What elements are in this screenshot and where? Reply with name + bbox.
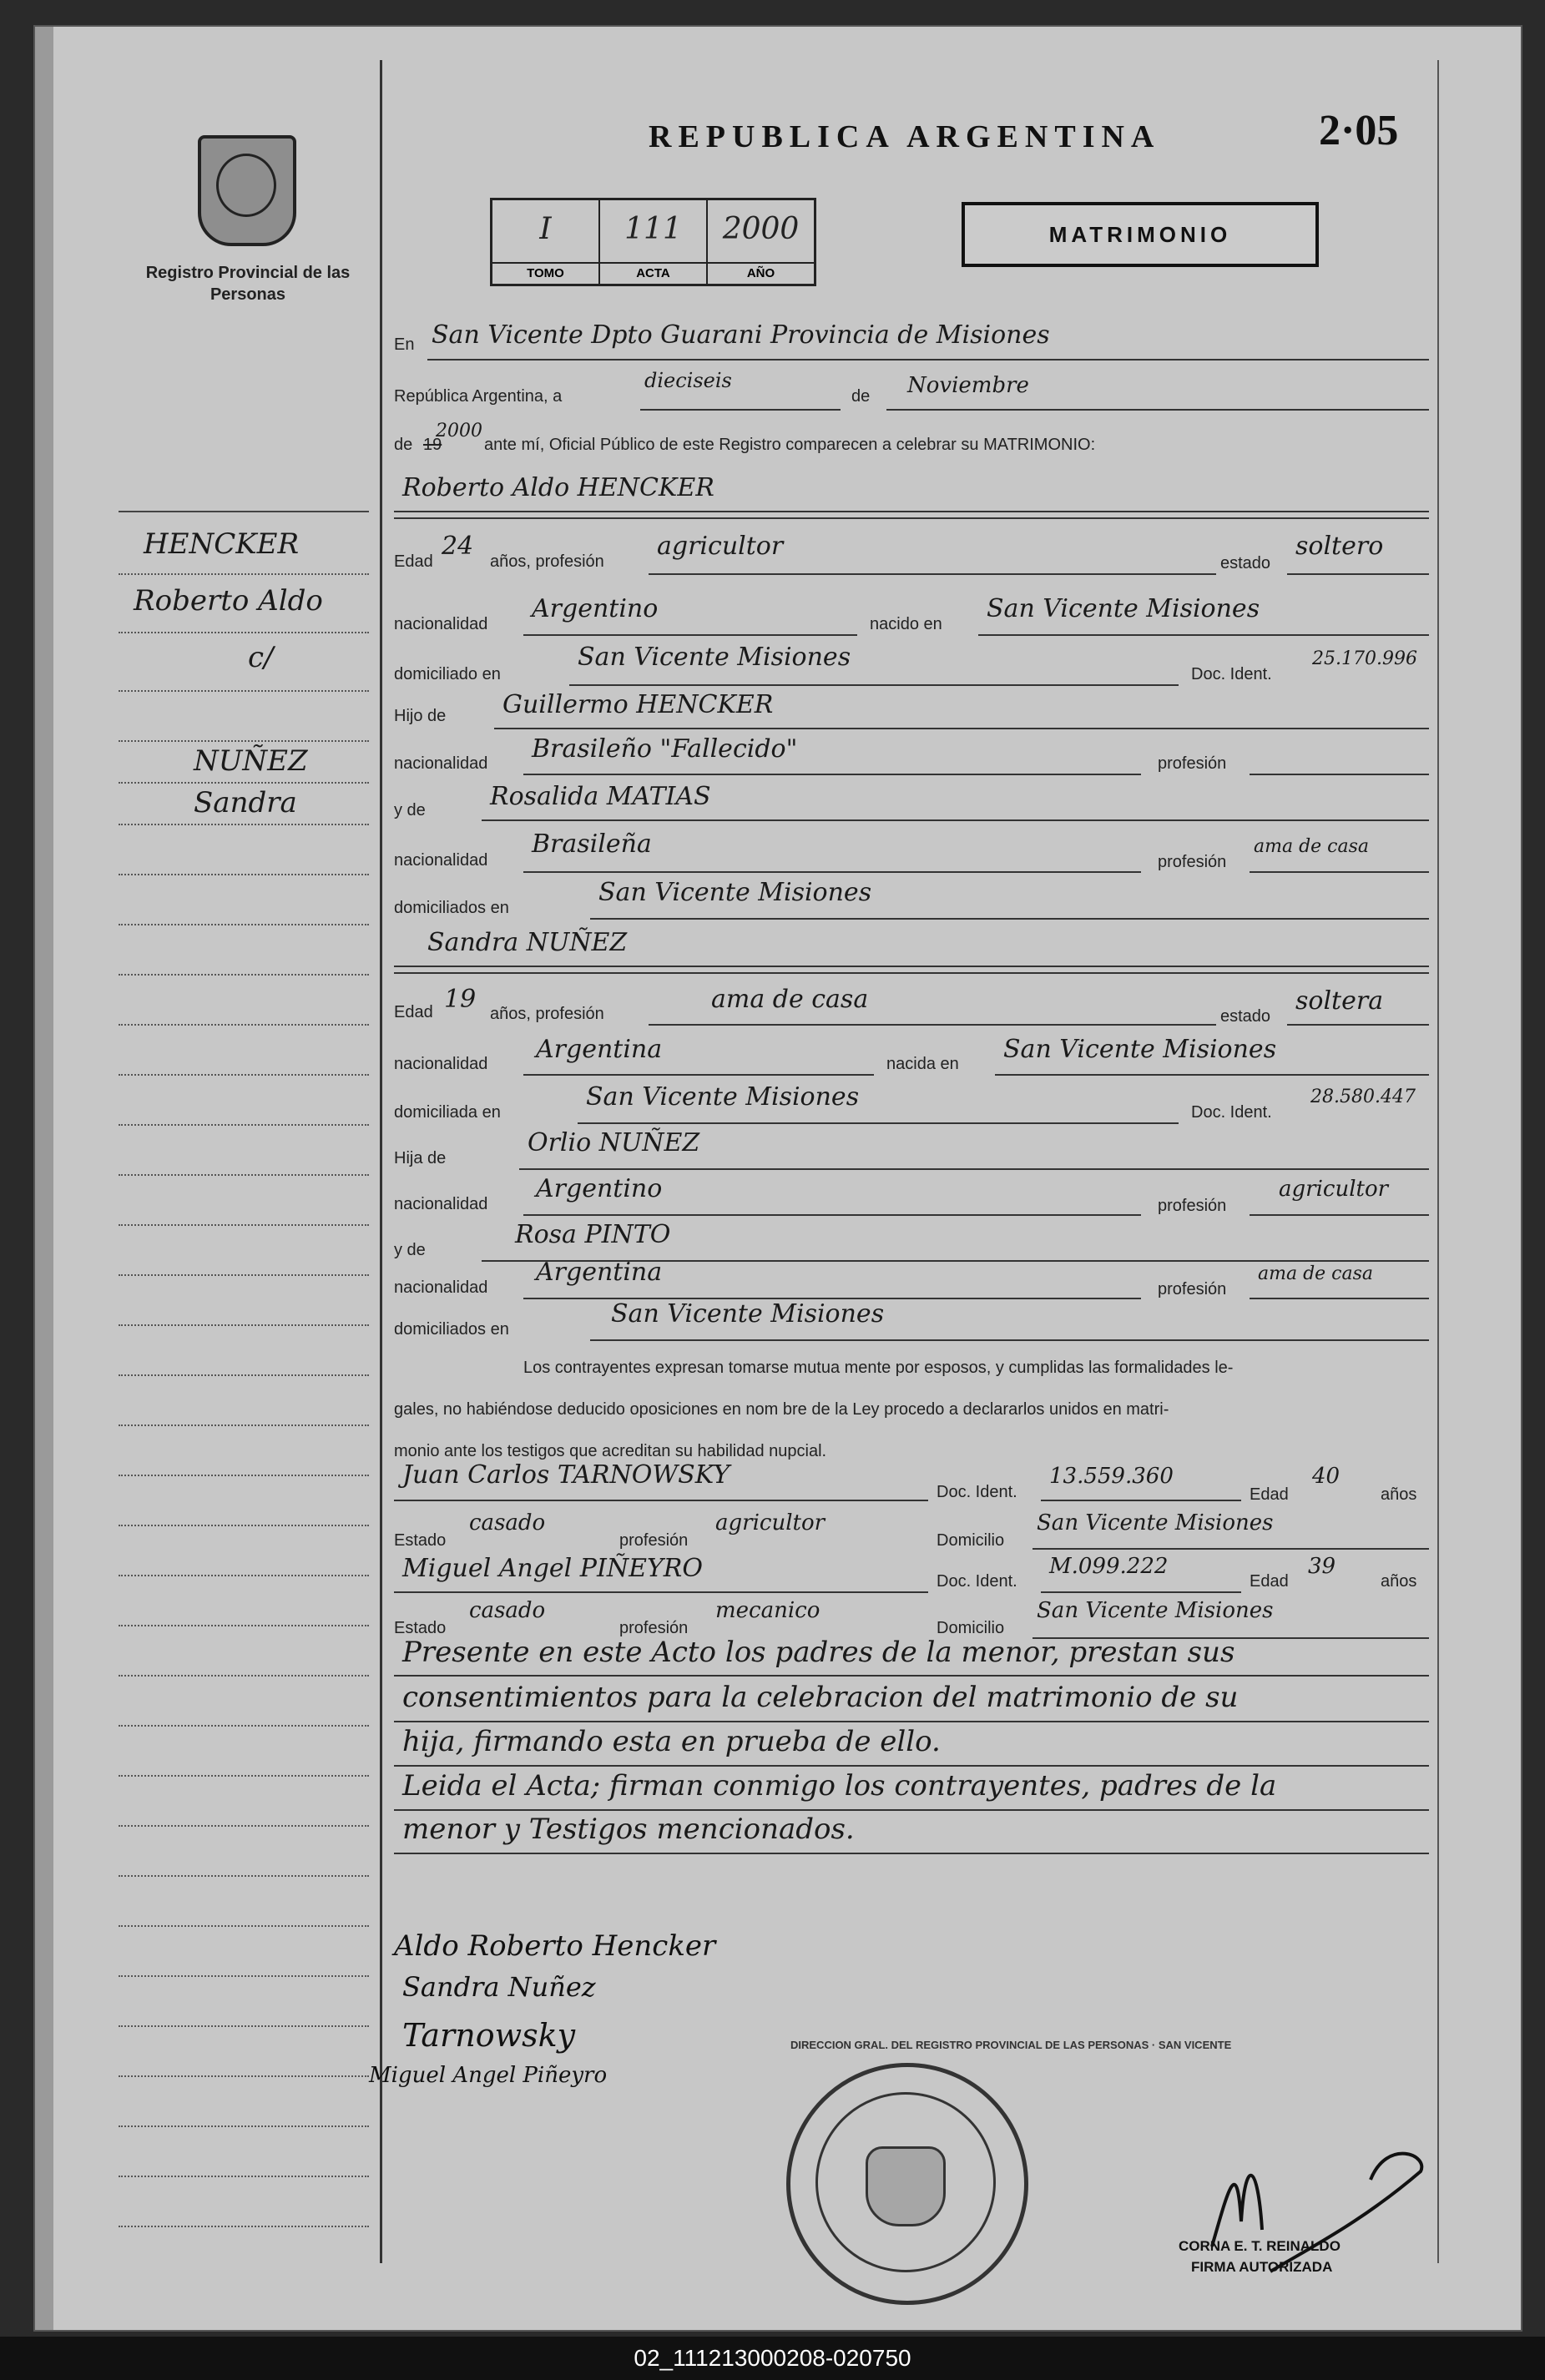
bride-profession: ama de casa xyxy=(711,985,869,1014)
groom-father-nat: Brasileño "Fallecido" xyxy=(532,734,798,764)
rule xyxy=(886,409,1429,411)
ano-value: 2000 xyxy=(722,212,800,246)
groom-nationality: Argentino xyxy=(532,594,659,623)
acta-label: ACTA xyxy=(600,262,706,284)
sidebar-rule xyxy=(119,1825,369,1827)
rule xyxy=(649,573,1216,575)
bride-edad-label: Edad xyxy=(394,1003,433,1021)
bride-nac-label: nacionalidad xyxy=(394,1055,488,1073)
sidebar-rule xyxy=(119,511,369,512)
sidebar-rule xyxy=(119,1224,369,1226)
signature-witness-2: Miguel Angel Piñeyro xyxy=(369,2063,608,2088)
intro-text: ante mí, Oficial Público de este Registro comparecen a celebrar su MATRIMONIO: xyxy=(484,436,1096,454)
rule xyxy=(394,1500,928,1501)
coat-of-arms-icon xyxy=(198,135,296,246)
sidebar-rule xyxy=(119,1424,369,1426)
sidebar-rule xyxy=(119,1124,369,1126)
official-title: FIRMA AUTORIZADA xyxy=(1191,2259,1333,2275)
groom-doc-label: Doc. Ident. xyxy=(1191,665,1272,683)
bride-mother-prof: ama de casa xyxy=(1258,1263,1374,1284)
groom-doc: 25.170.996 xyxy=(1312,648,1417,669)
sidebar-rule xyxy=(119,1875,369,1877)
witness-2-profession: mecanico xyxy=(715,1598,820,1623)
groom-dom-label: domiciliado en xyxy=(394,665,501,683)
sidebar-rule xyxy=(119,1324,369,1326)
witness-1-estado: casado xyxy=(469,1510,546,1535)
rule xyxy=(995,1074,1429,1076)
sidebar-rule xyxy=(119,974,369,976)
rule xyxy=(1041,1500,1241,1501)
groom-father-prof-label: profesión xyxy=(1158,754,1227,773)
sidebar-rule xyxy=(119,2125,369,2127)
rule xyxy=(523,774,1141,775)
bride-mother-nat: Argentina xyxy=(536,1258,663,1287)
witness-1-dom-label: Domicilio xyxy=(937,1531,1005,1550)
bride-estado-label: estado xyxy=(1220,1007,1271,1026)
sidebar-bride-last: NUÑEZ xyxy=(194,744,308,778)
declaration-line-2: gales, no habiéndose deducido oposiciones en nom bre de la Ley procedo a declararlos unidos en matri- xyxy=(394,1400,1169,1419)
groom-nac-label: nacionalidad xyxy=(394,615,488,633)
witness-2-anos-label: años xyxy=(1381,1572,1417,1591)
sidebar-rule xyxy=(119,2176,369,2177)
rule xyxy=(394,1591,928,1593)
bride-father-prof: agricultor xyxy=(1279,1177,1389,1202)
country-title: REPUBLICA ARGENTINA xyxy=(649,119,1161,154)
declaration-line-3: monio ante los testigos que acreditan su habilidad nupcial. xyxy=(394,1442,827,1460)
bride-father: Orlio NUÑEZ xyxy=(528,1128,700,1157)
rule xyxy=(590,1339,1429,1341)
registry-name: Registro Provincial de las Personas xyxy=(145,264,351,304)
witness-2-age: 39 xyxy=(1308,1554,1336,1579)
right-margin-line xyxy=(1437,60,1439,2263)
register-page xyxy=(33,25,1522,2332)
rule xyxy=(394,1675,1429,1677)
tomo-value: I xyxy=(539,212,552,246)
groom-name: Roberto Aldo HENCKER xyxy=(402,473,714,502)
sidebar-connector: c/ xyxy=(248,641,274,674)
rule xyxy=(394,1853,1429,1854)
rule xyxy=(494,728,1429,729)
sidebar-rule xyxy=(119,1274,369,1276)
bride-doc: 28.580.447 xyxy=(1310,1087,1416,1107)
witness-2-domicile: San Vicente Misiones xyxy=(1037,1598,1274,1623)
bride-nacida-label: nacida en xyxy=(886,1055,959,1073)
sidebar-rule xyxy=(119,1775,369,1777)
bride-mother-prof-label: profesión xyxy=(1158,1280,1227,1298)
witness-1-name: Juan Carlos TARNOWSKY xyxy=(402,1460,730,1490)
rule xyxy=(523,1074,874,1076)
document-id-footer: 02_111213000208-020750 xyxy=(0,2337,1545,2380)
month-value: Noviembre xyxy=(907,373,1029,398)
groom-mother-prof: ama de casa xyxy=(1254,836,1370,857)
witness-1-edad-label: Edad xyxy=(1250,1485,1289,1504)
rule xyxy=(394,511,1429,512)
rule xyxy=(394,972,1429,974)
groom-mother: Rosalida MATIAS xyxy=(490,782,711,811)
rule xyxy=(649,1024,1216,1026)
sidebar-rule xyxy=(119,1475,369,1476)
bride-parents-dom-label: domiciliados en xyxy=(394,1320,509,1339)
sidebar-rule xyxy=(119,690,369,692)
bride-doc-label: Doc. Ident. xyxy=(1191,1103,1272,1122)
tomo-acta-ano-box xyxy=(490,198,816,286)
groom-father-nat-label: nacionalidad xyxy=(394,754,488,773)
rule xyxy=(523,634,857,636)
sidebar-rule xyxy=(119,1174,369,1176)
note-line-4: Leida el Acta; firman conmigo los contrayentes, padres de la xyxy=(402,1769,1277,1803)
ano-label: AÑO xyxy=(708,262,814,284)
republica-label: República Argentina, a xyxy=(394,387,563,406)
signature-witness-1: Tarnowsky xyxy=(402,2017,576,2054)
groom-birthplace: San Vicente Misiones xyxy=(987,594,1260,623)
sidebar-rule xyxy=(119,2025,369,2027)
declaration-line-1: Los contrayentes expresan tomarse mutua mente por esposos, y cumplidas las formalidades le- xyxy=(523,1359,1234,1377)
sidebar-rule xyxy=(119,2075,369,2077)
sidebar-bride-first: Sandra xyxy=(194,786,297,819)
groom-mother-prof-label: profesión xyxy=(1158,853,1227,871)
witness-2-edad-label: Edad xyxy=(1250,1572,1289,1591)
de19-label: de xyxy=(394,436,413,454)
sidebar-rule xyxy=(119,1625,369,1626)
rule xyxy=(394,1809,1429,1811)
bride-father-prof-label: profesión xyxy=(1158,1197,1227,1215)
groom-estado: soltero xyxy=(1295,532,1384,561)
en-label: En xyxy=(394,335,415,354)
groom-parents-dom-label: domiciliados en xyxy=(394,899,509,917)
bride-mother-nat-label: nacionalidad xyxy=(394,1278,488,1297)
rule xyxy=(1250,871,1429,873)
rule xyxy=(1041,1591,1241,1593)
witness-1-doc-label: Doc. Ident. xyxy=(937,1483,1017,1501)
witness-1-profession: agricultor xyxy=(715,1510,826,1535)
sidebar-rule xyxy=(119,2226,369,2227)
rule xyxy=(523,871,1141,873)
sidebar-groom-first: Roberto Aldo xyxy=(134,584,323,618)
bride-hija-label: Hija de xyxy=(394,1149,447,1167)
sidebar-rule xyxy=(119,1024,369,1026)
rule xyxy=(394,1765,1429,1767)
rule xyxy=(569,684,1179,686)
witness-2-doc-label: Doc. Ident. xyxy=(937,1572,1017,1591)
groom-hijo-label: Hijo de xyxy=(394,707,447,725)
year-value: 2000 xyxy=(436,421,482,441)
bride-parents-dom: San Vicente Misiones xyxy=(611,1299,885,1329)
groom-nacido-label: nacido en xyxy=(870,615,942,633)
rule xyxy=(1250,1298,1429,1299)
stamp-text: DIRECCION GRAL. DEL REGISTRO PROVINCIAL DE LAS PERSONAS · SAN VICENTE xyxy=(790,2039,1232,2051)
rule xyxy=(394,1721,1429,1722)
rule xyxy=(394,517,1429,519)
bride-anos-label: años, profesión xyxy=(490,1005,604,1023)
bride-estado: soltera xyxy=(1295,986,1384,1016)
bride-domicile: San Vicente Misiones xyxy=(586,1082,860,1112)
sidebar-rule xyxy=(119,1725,369,1727)
bride-mother: Rosa PINTO xyxy=(515,1220,671,1249)
rule xyxy=(578,1122,1179,1124)
sidebar-rule xyxy=(119,782,369,784)
day-value: dieciseis xyxy=(644,369,732,392)
note-line-2: consentimientos para la celebracion del matrimonio de su xyxy=(402,1681,1239,1714)
rule xyxy=(1250,1214,1429,1216)
sidebar-rule xyxy=(119,924,369,925)
bride-nationality: Argentina xyxy=(536,1035,663,1064)
groom-age: 24 xyxy=(442,532,474,561)
witness-2-doc: M.099.222 xyxy=(1049,1554,1169,1579)
bride-father-nat: Argentino xyxy=(536,1174,663,1203)
rule xyxy=(523,1214,1141,1216)
binding-fold xyxy=(35,27,53,2330)
groom-yde-label: y de xyxy=(394,801,426,819)
witness-2-name: Miguel Angel PIÑEYRO xyxy=(402,1554,703,1583)
acta-value: 111 xyxy=(624,212,682,246)
groom-father: Guillermo HENCKER xyxy=(502,690,774,719)
place-value: San Vicente Dpto Guarani Provincia de Misiones xyxy=(432,320,1050,350)
signature-bride: Sandra Nuñez xyxy=(402,1971,596,2003)
witness-1-estado-label: Estado xyxy=(394,1531,447,1550)
note-line-3: hija, firmando esta en prueba de ello. xyxy=(402,1725,941,1758)
groom-mother-nat-label: nacionalidad xyxy=(394,851,488,870)
note-line-1: Presente en este Acto los padres de la menor, prestan sus xyxy=(402,1636,1235,1669)
groom-estado-label: estado xyxy=(1220,554,1271,572)
year-prefix: 19 xyxy=(423,436,442,454)
tomo-label: TOMO xyxy=(492,262,598,284)
witness-2-estado-label: Estado xyxy=(394,1619,447,1637)
bride-yde-label: y de xyxy=(394,1241,426,1259)
rule xyxy=(1250,774,1429,775)
rule xyxy=(427,359,1429,361)
note-line-5: menor y Testigos mencionados. xyxy=(402,1813,855,1846)
rule xyxy=(1287,1024,1429,1026)
witness-1-prof-label: profesión xyxy=(619,1531,689,1550)
groom-domicile: San Vicente Misiones xyxy=(578,643,851,672)
rule xyxy=(1033,1548,1429,1550)
page-number: 2·05 xyxy=(1319,107,1399,154)
groom-mother-nat: Brasileña xyxy=(532,829,652,859)
witness-1-anos-label: años xyxy=(1381,1485,1417,1504)
official-name: CORNA E. T. REINALDO xyxy=(1179,2238,1341,2254)
de-label: de xyxy=(851,387,871,406)
witness-2-dom-label: Domicilio xyxy=(937,1619,1005,1637)
groom-parents-dom: San Vicente Misiones xyxy=(598,878,872,907)
bride-dom-label: domiciliada en xyxy=(394,1103,501,1122)
signature-groom: Aldo Roberto Hencker xyxy=(394,1929,716,1963)
sidebar-rule xyxy=(119,824,369,825)
witness-2-prof-label: profesión xyxy=(619,1619,689,1637)
rule xyxy=(519,1168,1429,1170)
bride-age: 19 xyxy=(444,985,477,1014)
sidebar-rule xyxy=(119,632,369,633)
rule xyxy=(1287,573,1429,575)
rule xyxy=(394,966,1429,967)
witness-1-doc: 13.559.360 xyxy=(1049,1464,1174,1489)
groom-profession: agricultor xyxy=(657,532,784,561)
sidebar-groom-last: HENCKER xyxy=(144,527,300,561)
witness-1-age: 40 xyxy=(1312,1464,1341,1489)
sidebar-rule xyxy=(119,573,369,575)
sidebar-rule xyxy=(119,1074,369,1076)
sidebar-rule xyxy=(119,1575,369,1576)
rule xyxy=(590,918,1429,920)
sidebar-rule xyxy=(119,874,369,875)
sidebar-rule xyxy=(119,1975,369,1977)
groom-edad-label: Edad xyxy=(394,552,433,571)
rule xyxy=(482,819,1429,821)
witness-1-domicile: San Vicente Misiones xyxy=(1037,1510,1274,1535)
sidebar-rule xyxy=(119,740,369,742)
margin-divider xyxy=(380,60,382,2263)
registry-stamp xyxy=(786,2039,1232,2305)
groom-anos-label: años, profesión xyxy=(490,552,604,571)
sidebar-rule xyxy=(119,1675,369,1677)
rule xyxy=(978,634,1429,636)
bride-birthplace: San Vicente Misiones xyxy=(1003,1035,1277,1064)
sidebar-rule xyxy=(119,1925,369,1927)
record-type-box: MATRIMONIO xyxy=(962,202,1319,267)
sidebar-rule xyxy=(119,1525,369,1526)
sidebar-rule xyxy=(119,1374,369,1376)
bride-name: Sandra NUÑEZ xyxy=(427,928,628,957)
bride-father-nat-label: nacionalidad xyxy=(394,1195,488,1213)
rule xyxy=(640,409,841,411)
witness-2-estado: casado xyxy=(469,1598,546,1623)
